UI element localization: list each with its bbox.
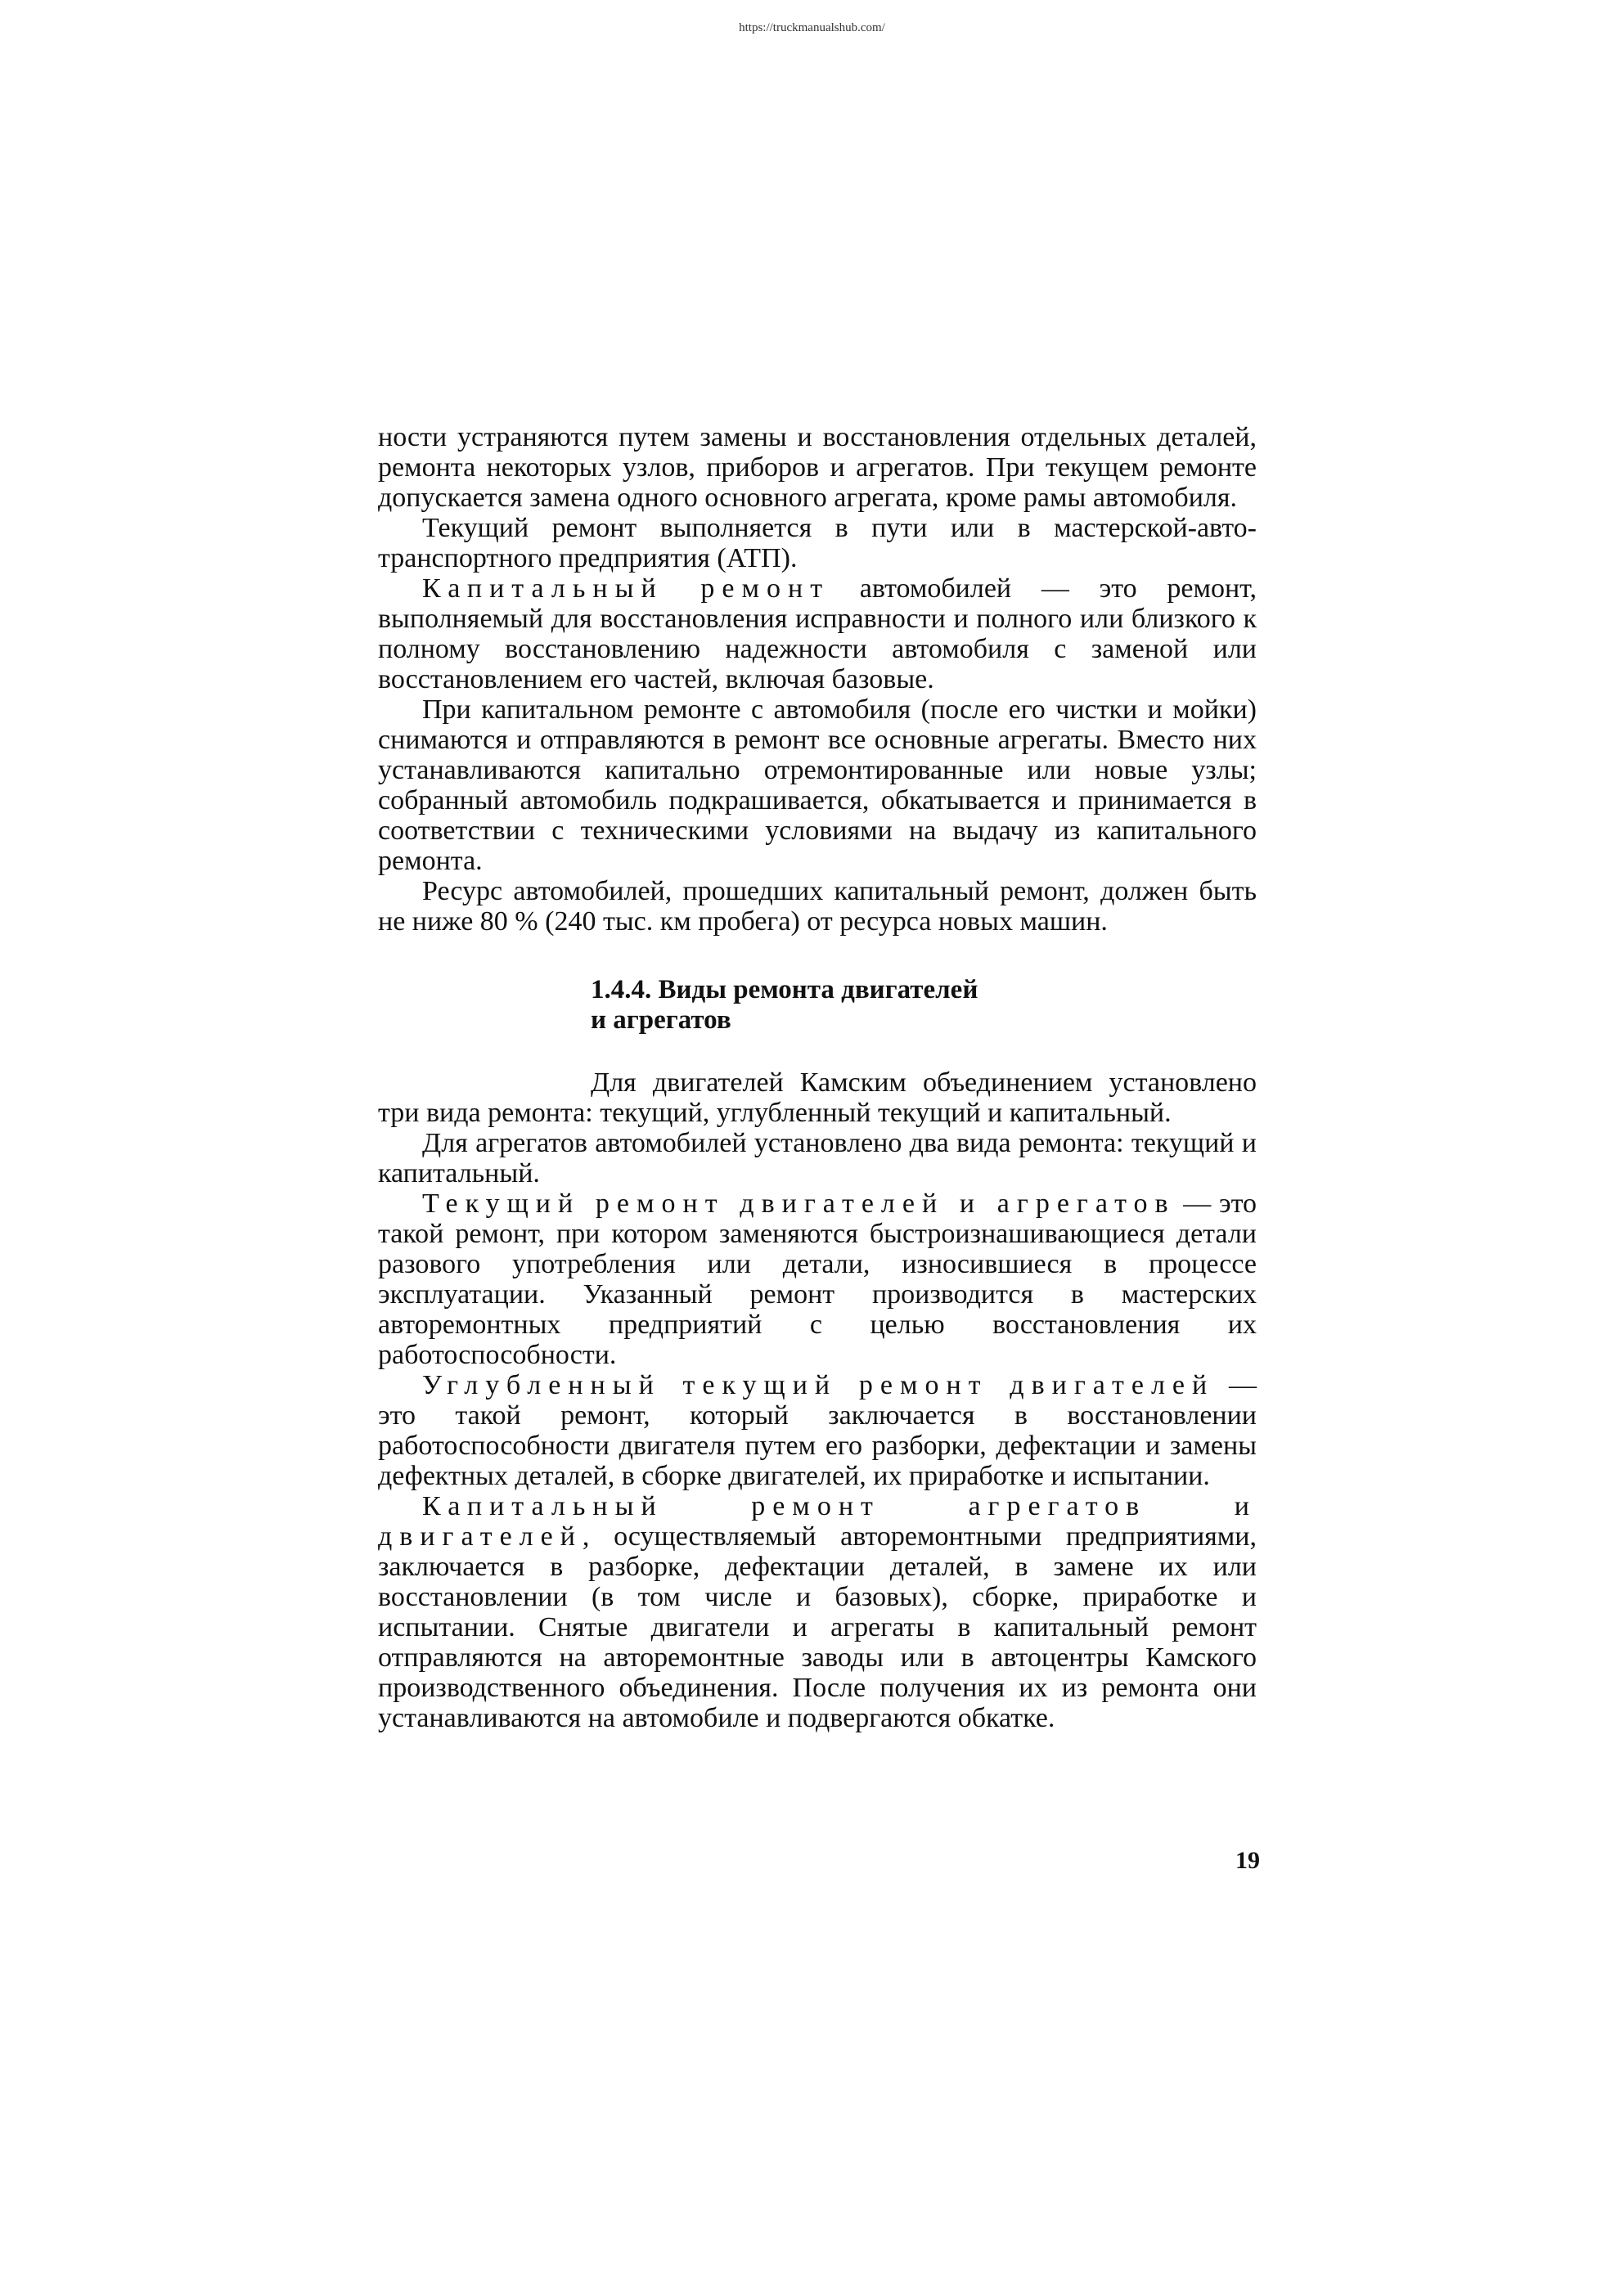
source-url: https://truckmanualshub.com/	[739, 21, 885, 34]
overhaul-definition-text: автомобилей — это ремонт, выполняемый для восстановления исправности и полного или близкого к полному восстановлению надежности автомобиля с заменой или восстановлением его частей, включая базовые.	[378, 573, 1257, 694]
paragraph-resource: Ресурс автомобилей, прошедших капитальный ремонт, должен быть не ниже 80 % (240 тыс. км пробега) от ресурса новых машин.	[378, 876, 1257, 937]
paragraph-overhaul-definition	[378, 573, 1257, 694]
deep-repair-definition-text: — это такой ремонт, который заключается в восстановлении работоспособности двигателя путем его разборки, дефектации и замены дефектных деталей, в сборке двигателей, их приработке и испытании.	[378, 1370, 1257, 1491]
page-number: 19	[1235, 1847, 1260, 1874]
term-unit-overhaul: Капитальный ремонт агрегатов и двигателей	[378, 1491, 1257, 1552]
paragraph-unit-overhaul-definition	[378, 1491, 1257, 1733]
paragraph-continuation: ности устраняются путем замены и восстановления отдельных деталей, ремонта некоторых узлов, приборов и агрегатов. При текущем ремонте допускается замена одного основного агрегата, кроме рамы автомобиля.	[378, 422, 1257, 513]
term-deep-repair: Углубленный текущий ремонт двигателей	[422, 1370, 1215, 1400]
unit-overhaul-definition-text: , осуществляемый авторемонтными предприятиями, заключается в разборке, дефектации деталей, в замене их или восстановлении (в том числе и базовых), сборке, приработке и испытании. Снятые двигатели и агрегаты в капитальный ремонт отправляются на авторемонтные заводы или в автоцентры Камского производственного объединения. После получения их из ремонта они устанавливаются на автомобиле и подвергаются обкатке.	[378, 1521, 1257, 1733]
term-overhaul: Капитальный ремонт	[422, 573, 830, 604]
paragraph-unit-repair-types: Для агрегатов автомобилей установлено два вида ремонта: текущий и капитальный.	[378, 1128, 1257, 1188]
paragraph-deep-repair-definition	[378, 1370, 1257, 1491]
section-heading-line-2: и агрегатов	[591, 1005, 731, 1035]
paragraph-current-repair-definition	[378, 1188, 1257, 1370]
term-current-repair: Текущий ремонт двигателей и агрегатов	[422, 1188, 1176, 1219]
paragraph-overhaul-process: При капитальном ремонте с автомобиля (после его чистки и мойки) снимаются и отправляются в ремонт все основные агрегаты. Вместо них устанавливаются капитально отремонтированные или новые узлы; собранный автомобиль подкрашивается, обкатывается и принимается в соответствии с техническими условиями на выдачу из капитального ремонта.	[378, 694, 1257, 876]
paragraph-engine-repair-types: Для двигателей Камским объединением установлено три вида ремонта: текущий, углубленный текущий и капитальный.	[378, 1067, 1257, 1128]
page-text	[378, 422, 1257, 1733]
current-repair-definition-text: — это такой ремонт, при котором заменяются быстроизнашивающиеся детали разового употребления или детали, износившиеся в процессе эксплуатации. Указанный ремонт производится в мастерских авторемонтных предприятий с целью восстановления их работоспособности.	[378, 1188, 1257, 1370]
section-heading	[591, 975, 1257, 1036]
paragraph-current-repair-location: Текущий ремонт выполняется в пути или в мастерской-автотранспортного предприятия (АТП).	[378, 513, 1257, 573]
section-heading-line-1: 1.4.4. Виды ремонта двигателей	[591, 975, 978, 1004]
